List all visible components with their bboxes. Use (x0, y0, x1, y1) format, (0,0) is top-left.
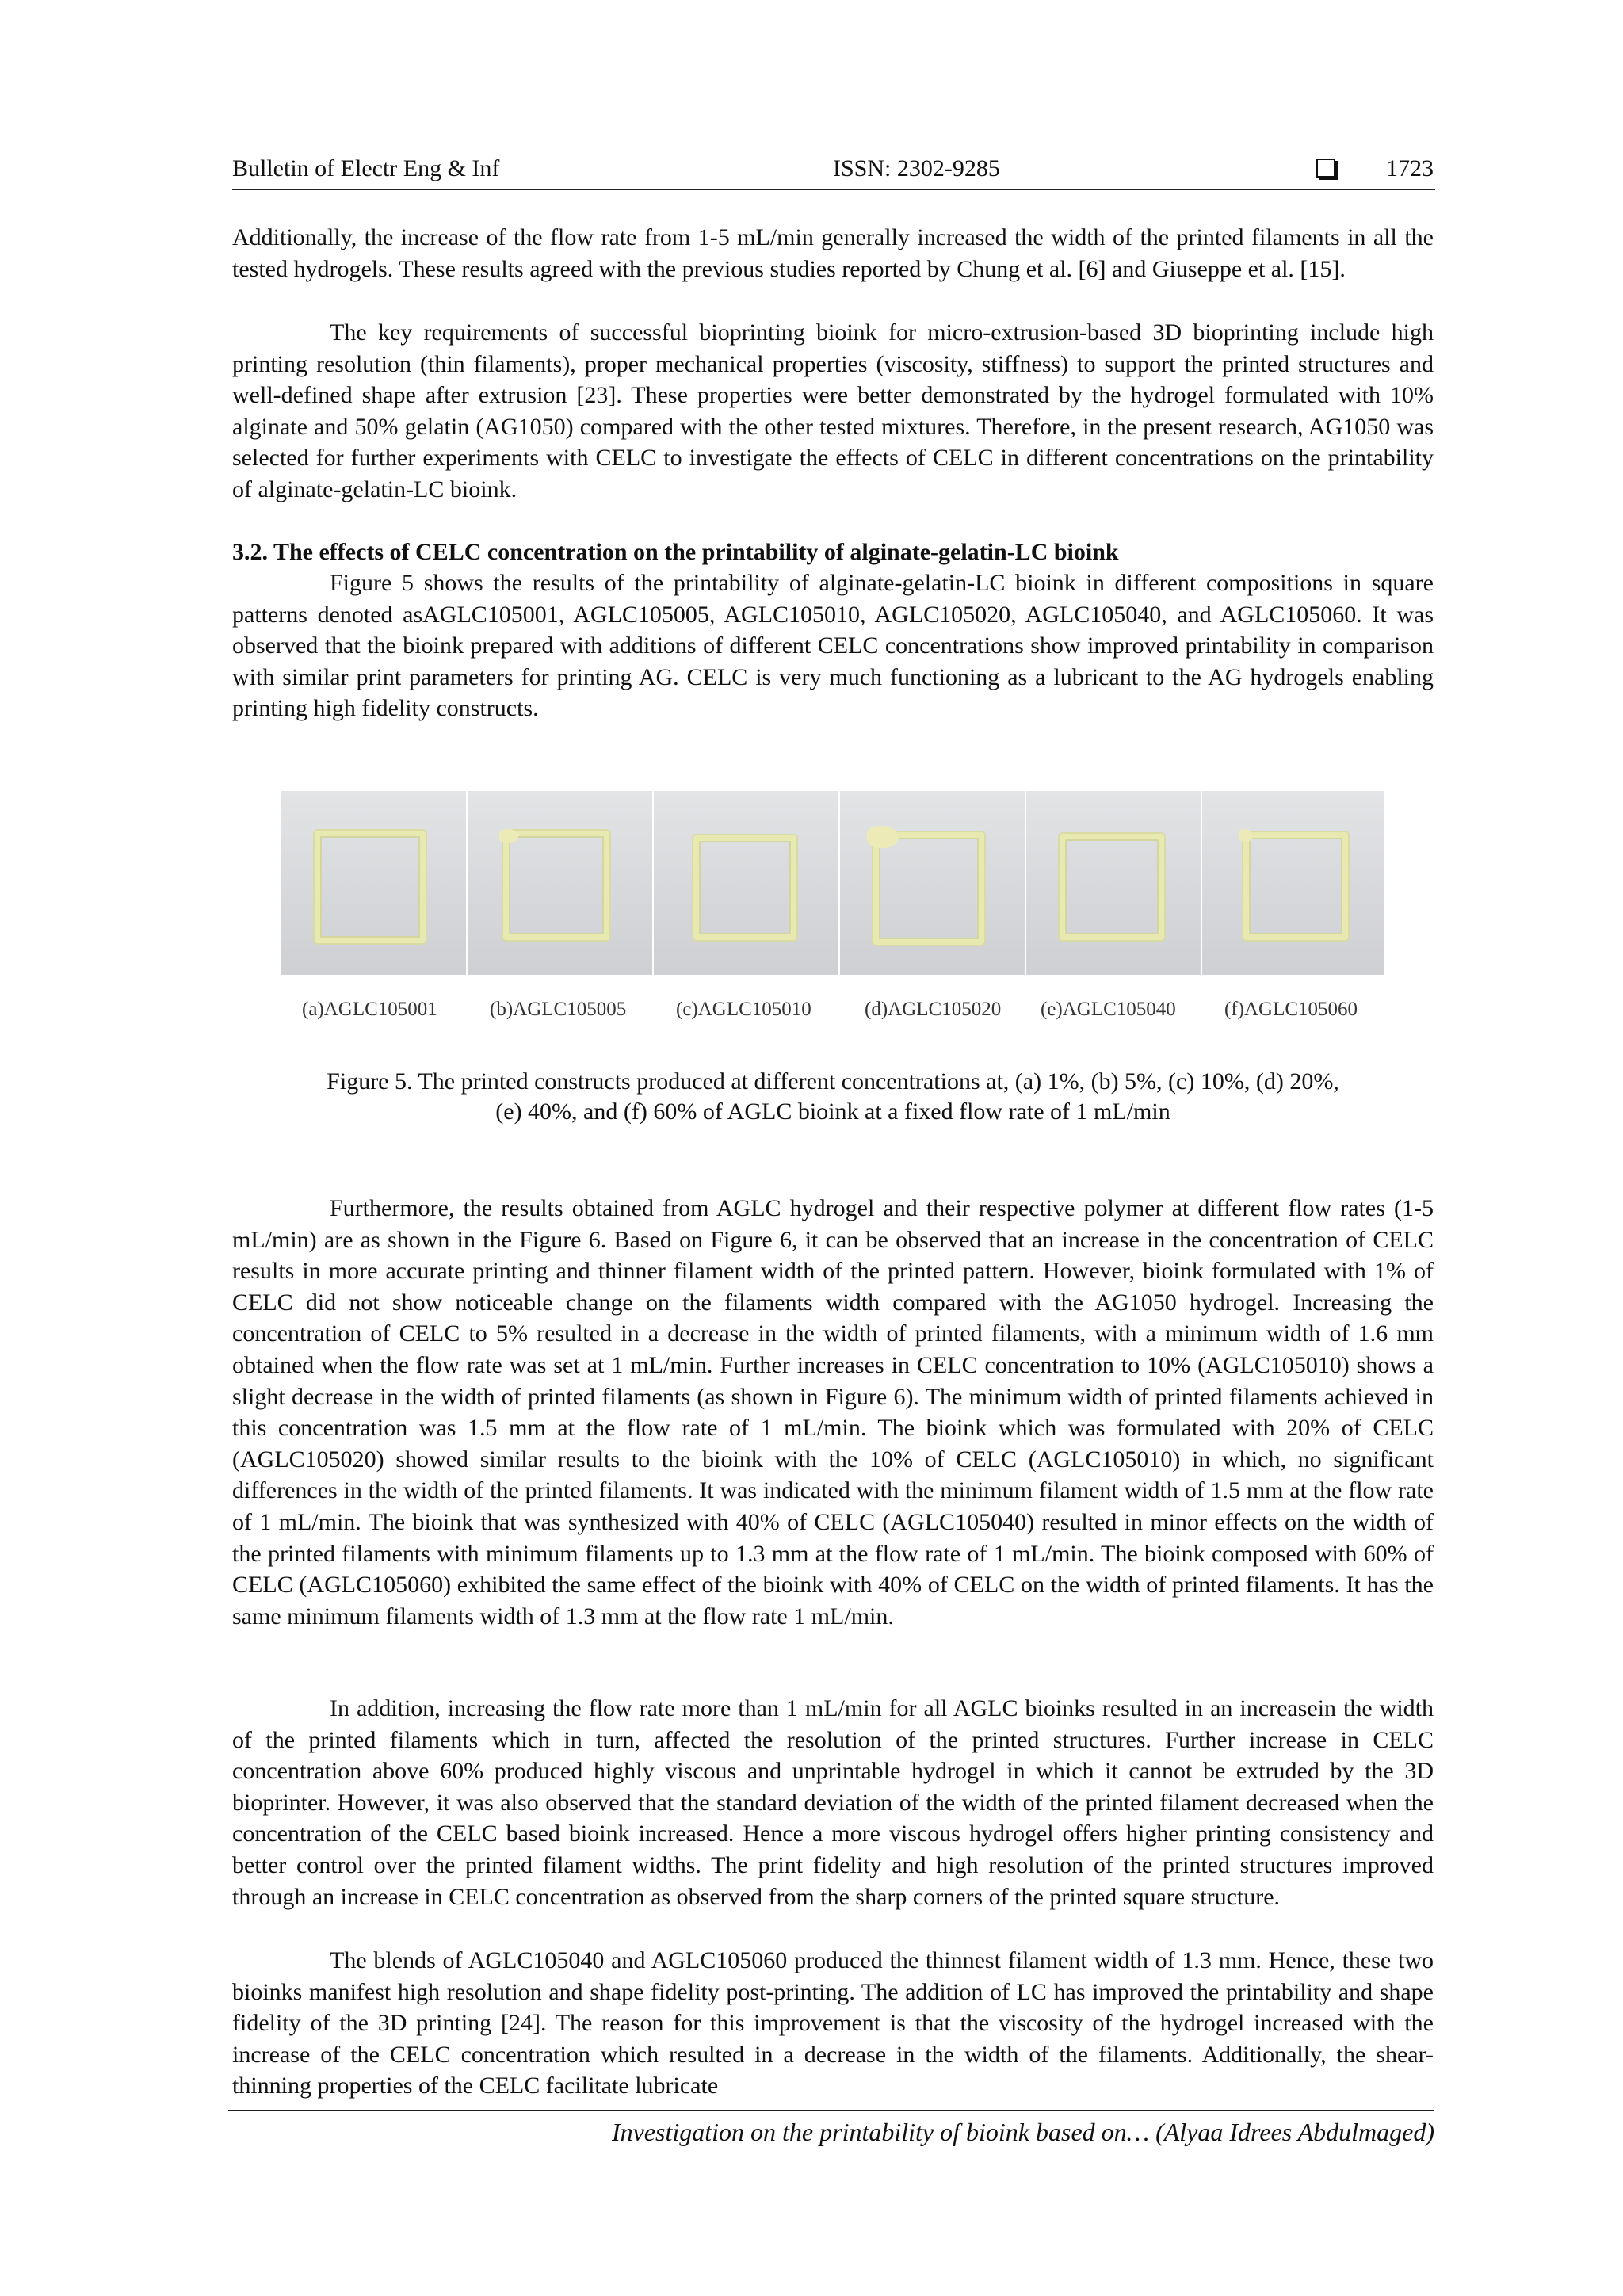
paragraph-furthermore: Furthermore, the results obtained from AGLC hydrogel and their respective polymer at different flow rates (1-5 mL/min) are as shown in the Figure 6. Based on Figure 6, it can be observed that an increase in the concentration of CELC results in more accurate printing and thinner filament width of the printed pattern. However, bioink formulated with 1% of CELC did not show noticeable change on the filaments width compared with the AG1050 hydrogel. Increasing the concentration of CELC to 5% resulted in a decrease in the width of printed filaments, with a minimum width of 1.6 mm obtained when the flow rate was set at 1 mL/min. Further increases in CELC concentration to 10% (AGLC105010) shows a slight decrease in the width of printed filaments (as shown in Figure 6). The minimum width of printed filaments achieved in this concentration was 1.5 mm at the flow rate of 1 mL/min. The bioink which was formulated with 20% of CELC (AGLC105020) showed similar results to the bioink with the 10% of CELC (AGLC105010) in which, no significant differences in the width of the printed filaments. It was indicated with the minimum filament width of 1.5 mm at the flow rate of 1 mL/min. The bioink that was synthesized with 40% of CELC (AGLC105040) resulted in minor effects on the width of the printed filaments with minimum filaments up to 1.3 mm at the flow rate of 1 mL/min. The bioink composed with 60% of CELC (AGLC105060) exhibited the same effect of the bioink with 40% of CELC on the width of printed filaments. It has the same minimum filaments width of 1.3 mm at the flow rate 1 mL/min. (232, 1195, 1434, 1629)
paragraph-blends: The blends of AGLC105040 and AGLC105060 produced the thinnest filament width of 1.3 mm. Hence, these two bioinks manifest high resolution and shape fidelity post-printing. The addition of LC has improved the printability and shape fidelity of the 3D printing [24]. The reason for this improvement is that the viscosity of the hydrogel increased with the increase of the CELC concentration which resulted in a decrease in the width of the filaments. Additionally, the shear-thinning properties of the CELC facilitate lubricate (232, 1947, 1434, 2099)
journal-name: Bulletin of Electr Eng & Inf (232, 155, 500, 181)
figure-panel-b-image (468, 791, 652, 975)
figure-label-b: (b)AGLC105005 (490, 999, 627, 1020)
paragraph-in-addition: In addition, increasing the flow rate more than 1 mL/min for all AGLC bioinks resulted in an increasein the width of the printed filaments which in turn, affected the resolution of the printed structures. Further increase in CELC concentration above 60% produced highly viscous and unprintable hydrogel in which it cannot be extruded by the 3D bioprinter. However, it was also observed that the standard deviation of the width of the printed filament decreased when the concentration of the CELC based bioink increased. Hence a more viscous hydrogel offers higher printing consistency and better control over the printed filament widths. The print fidelity and high resolution of the printed structures improved through an increase in CELC concentration as observed from the sharp corners of the printed square structure. (232, 1695, 1434, 1910)
running-title-footer: Investigation on the printability of bioink based on… (Alyaa Idrees Abdulmaged) (611, 2118, 1434, 2146)
figure-label-c: (c)AGLC105010 (676, 999, 812, 1020)
issn: ISSN: 2302-9285 (833, 155, 1000, 181)
figure-5-caption (232, 1067, 1434, 1127)
figure-panel-c-image (654, 791, 838, 975)
figure-5-printed-constructs (281, 791, 1384, 1029)
checkbox-square-icon (1316, 159, 1335, 178)
footer-divider (228, 2110, 1434, 2111)
figure-panel-d-image (840, 791, 1025, 975)
figure-panel-a-image (281, 791, 466, 975)
paragraph-figure5-intro: Figure 5 shows the results of the printability of alginate-gelatin-LC bioink in different compositions in square patterns denoted asAGLC105001, AGLC105005, AGLC105010, AGLC105020, AGLC105040, and AGLC105060. It was observed that the bioink prepared with additions of different CELC concentrations show improved printability in comparison with similar print parameters for printing AG. CELC is very much functioning as a lubricant to the AG hydrogels enabling printing high fidelity constructs. (232, 570, 1434, 722)
figure-panel-f-image (1202, 791, 1384, 975)
figure-label-a: (a)AGLC105001 (302, 999, 437, 1020)
paragraph-key-requirements: The key requirements of successful bioprinting bioink for micro-extrusion-based 3D bioprinting include high printing resolution (thin filaments), proper mechanical properties (viscosity, stiffness) to support the printed structures and well-defined shape after extrusion [23]. These properties were better demonstrated by the hydrogel formulated with 10% alginate and 50% gelatin (AG1050) compared with the other tested mixtures. Therefore, in the present research, AG1050 was selected for further experiments with CELC to investigate the effects of CELC in different concentrations on the printability of alginate-gelatin-LC bioink. (232, 319, 1434, 502)
figure-label-d: (d)AGLC105020 (865, 999, 1002, 1020)
figure-label-f: (f)AGLC105060 (1224, 999, 1358, 1020)
figure-label-e: (e)AGLC105040 (1041, 999, 1176, 1020)
paragraph-flow-rate: Additionally, the increase of the flow rate from 1-5 mL/min generally increased the width of the printed filaments in all the tested hydrogels. These results agreed with the previous studies reported by Chung et al. [6] and Giuseppe et al. [15]. (232, 224, 1434, 282)
page-header (232, 155, 1435, 190)
caption-line-1: Figure 5. The printed constructs produced at different concentrations at, (a) 1%, (b) 5%, (c) 10%, (d) 20%, (327, 1068, 1339, 1095)
section-heading: 3.2. The effects of CELC concentration on the printability of alginate-gelatin-LC bioink (232, 539, 1119, 565)
figure-panel-e-image (1026, 791, 1201, 975)
page-number: 1723 (1386, 155, 1434, 181)
caption-line-2: (e) 40%, and (f) 60% of AGLC bioink at a fixed flow rate of 1 mL/min (495, 1098, 1170, 1125)
